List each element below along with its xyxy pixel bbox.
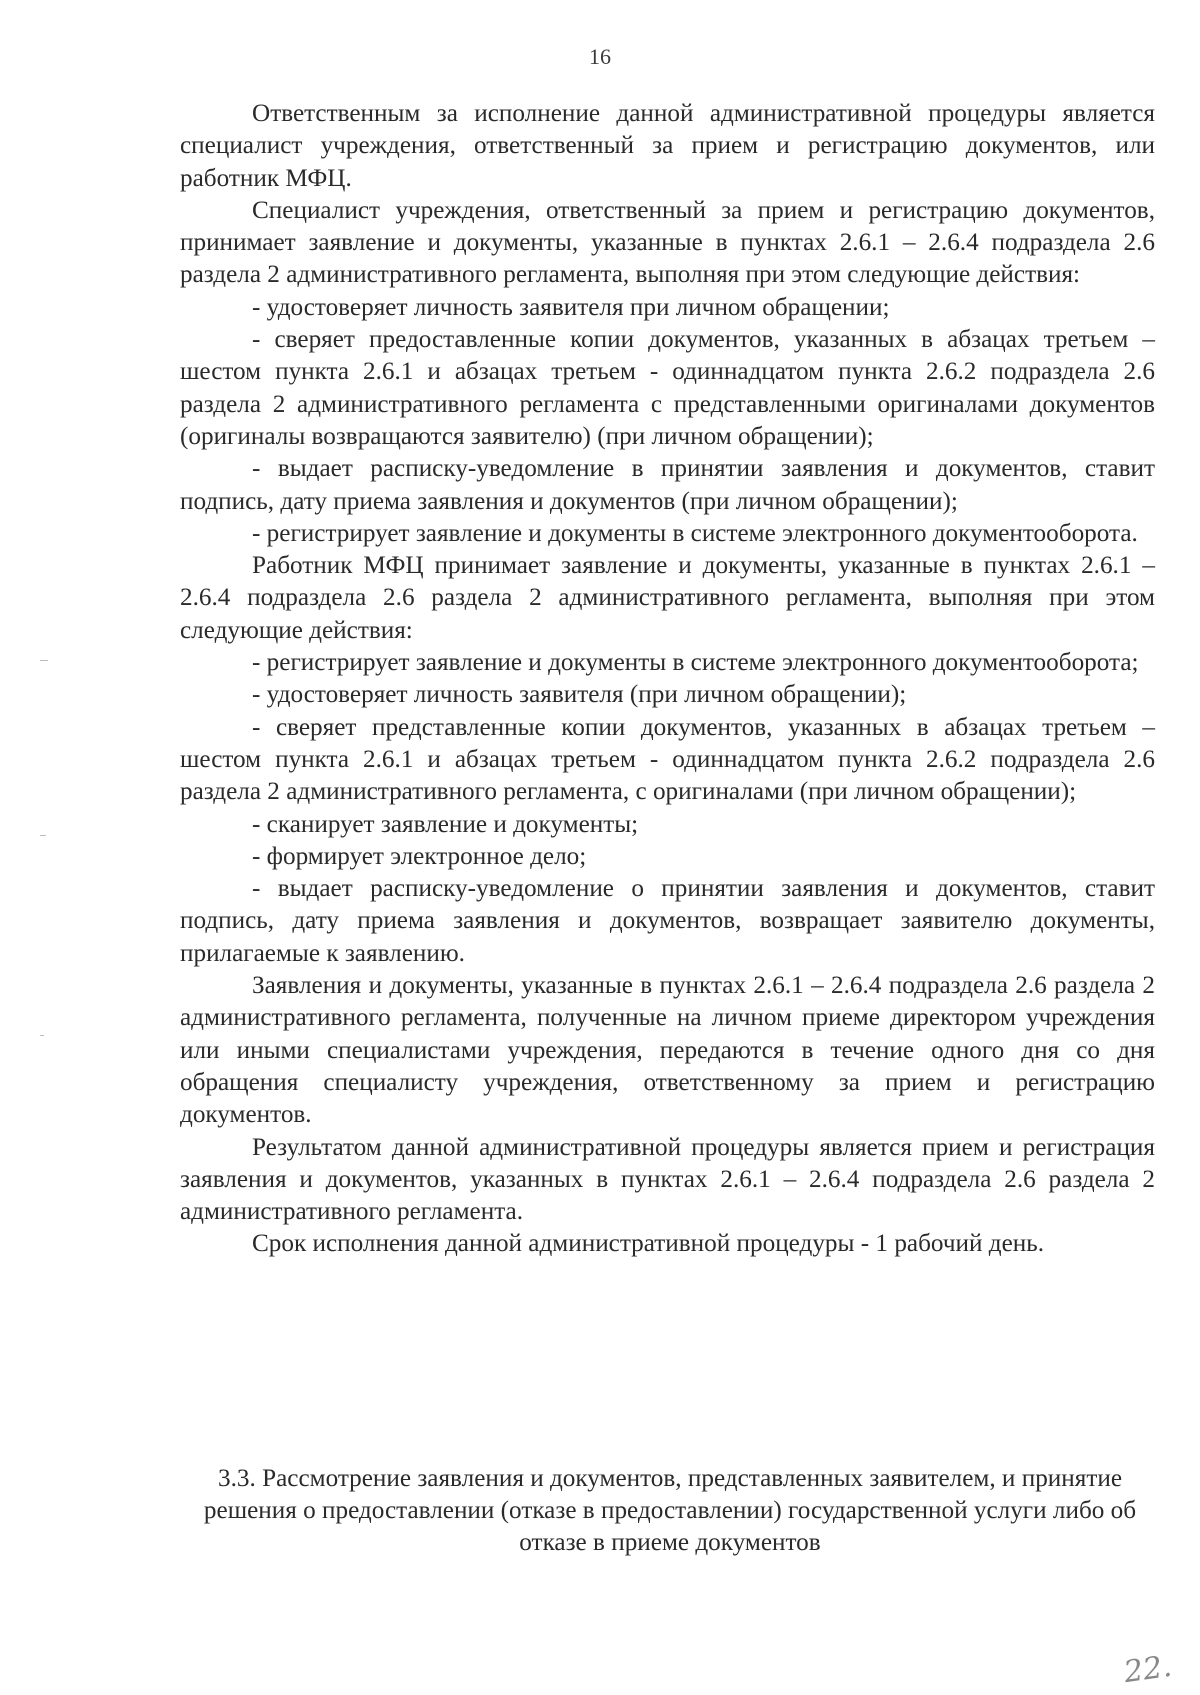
paragraph: Работник МФЦ принимает заявление и документы, указанные в пунктах 2.6.1 – 2.6.4 подраздела 2.6 раздела 2 административного регламента, выполняя при этом следующие действия:	[180, 552, 1155, 644]
list-item: - выдает расписку-уведомление о принятии заявления и документов, ставит подпись, дату приема заявления и документов, возвращает заявителю документы, прилагаемые к заявлению.	[180, 875, 1155, 967]
handwritten-page-mark: 22.	[1122, 1648, 1175, 1691]
document-body	[180, 98, 1155, 1261]
list-item: - регистрирует заявление и документы в системе электронного документооборота.	[252, 519, 1138, 547]
list-item: - удостоверяет личность заявителя при личном обращении;	[252, 293, 890, 321]
paragraph: Результатом данной административной процедуры является прием и регистрация заявления и документов, указанных в пунктах 2.6.1 – 2.6.4 подраздела 2.6 раздела 2 административного регламента.	[180, 1133, 1155, 1226]
scan-artifact-mark	[40, 1035, 44, 1036]
list-item: - сверяет предоставленные копии документов, указанных в абзацах третьем – шестом пункта 2.6.1 и абзацах третьем - одиннадцатом пункта 2.6.2 подраздела 2.6 раздела 2 административного регламента с представленными оригиналами документов (оригиналы возвращаются заявителю) (при личном обращении);	[180, 326, 1155, 450]
list-item: - сверяет представленные копии документов, указанных в абзацах третьем – шестом пункта 2.6.1 и абзацах третьем - одиннадцатом пункта 2.6.2 подраздела 2.6 раздела 2 административного регламента, с оригиналами (при личном обращении);	[180, 713, 1155, 806]
paragraph: Заявления и документы, указанные в пунктах 2.6.1 – 2.6.4 подраздела 2.6 раздела 2 административного регламента, полученные на личном приеме директором учреждения или иными специалистами учреждения, передаются в течение одного дня со дня обращения специалисту учреждения, ответственному за прием и регистрацию документов.	[180, 972, 1155, 1129]
list-item: - выдает расписку-уведомление в принятии заявления и документов, ставит подпись, дату приема заявления и документов (при личном обращении);	[180, 455, 1155, 515]
list-item: - формирует электронное дело;	[252, 842, 587, 870]
paragraph: Ответственным за исполнение данной административной процедуры является специалист учреждения, ответственный за прием и регистрацию документов, или работник МФЦ.	[180, 100, 1155, 192]
scan-artifact-mark	[40, 660, 48, 661]
scan-artifact-mark	[40, 835, 46, 836]
list-item: - сканирует заявление и документы;	[252, 810, 639, 838]
section-heading: 3.3. Рассмотрение заявления и документов, представленных заявителем, и принятие решения о предоставлении (отказе в предоставлении) государственной услуги либо об отказе в приеме документов	[203, 1465, 1137, 1556]
list-item: - удостоверяет личность заявителя (при личном обращении);	[252, 681, 907, 709]
paragraph: Срок исполнения данной административной процедуры - 1 рабочий день.	[252, 1230, 1045, 1258]
paragraph: Специалист учреждения, ответственный за прием и регистрацию документов, принимает заявление и документы, указанные в пунктах 2.6.1 – 2.6.4 подраздела 2.6 раздела 2 административного регламента, выполняя при этом следующие действия:	[180, 196, 1155, 289]
page-number: 16	[589, 44, 611, 69]
list-item: - регистрирует заявление и документы в системе электронного документооборота;	[252, 649, 1139, 677]
